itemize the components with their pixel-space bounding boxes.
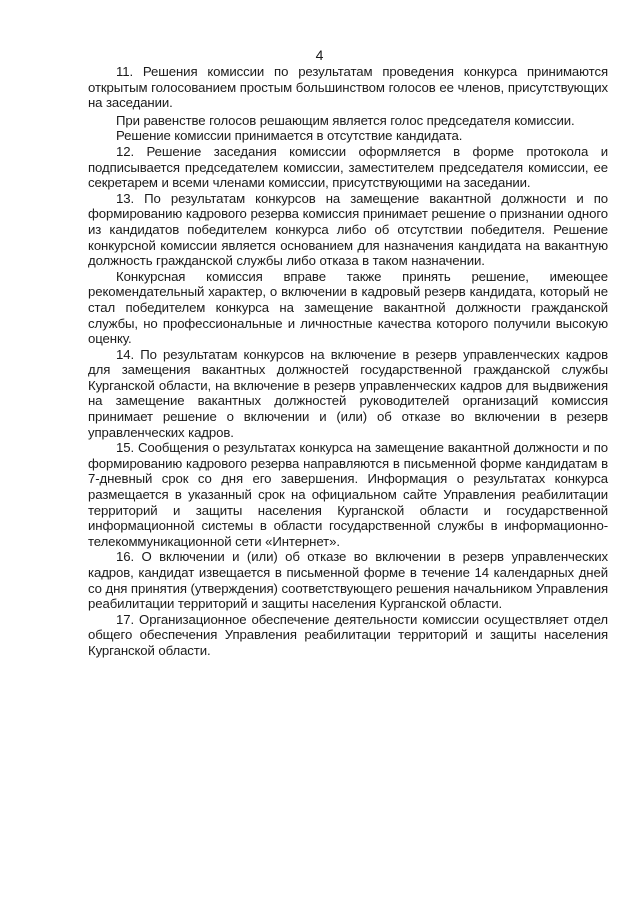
- paragraph-15: 15. Сообщения о результатах конкурса на замещение вакантной должности и по формированию кадрового резерва направляются в письменной форме кандидатам в 7-дневный срок со дня его завершения. Информация о результатах конкурса размещается в указанный срок на официальном сайте Управления реабилитации территорий и защиты населения Курганской области и государственной информационной системы в области государственной службы в информационно-телекоммуникационной сети «Интернет».: [88, 440, 608, 549]
- paragraph-16: 16. О включении и (или) об отказе во включении в резерв управленческих кадров, кандидат извещается в письменной форме в течение 14 календарных дней со дня принятия (утверждения) соответствующего решения начальником Управления реабилитации территорий и защиты населения Курганской области.: [88, 549, 608, 612]
- paragraph-13: 13. По результатам конкурсов на замещение вакантной должности и по формированию кадрового резерва комиссия принимает решение о признании одного из кандидатов победителем конкурса либо об отсутствии победителя. Решение конкурсной комиссии является основанием для назначения кандидата на вакантную должность гражданской службы либо отказа в таком назначении.: [88, 190, 608, 269]
- paragraph-absence: Решение комиссии принимается в отсутствие кандидата.: [116, 128, 463, 144]
- paragraph-12: 12. Решение заседания комиссии оформляется в форме протокола и подписывается председателем комиссии, заместителем председателя комиссии, ее секретарем и всеми членами комиссии, присутствующими на заседании.: [88, 143, 608, 191]
- paragraph-14: 14. По результатам конкурсов на включение в резерв управленческих кадров для замещения вакантных должностей государственной гражданской службы Курганской области, на включение в резерв управленческих кадров для выдвижения на замещение вакантных должностей руководителей организаций комиссия принимает решение о включении и (или) об отказе во включении в резерв управленческих кадров.: [88, 346, 608, 440]
- page-number: 4: [315, 47, 324, 63]
- paragraph-11: 11. Решения комиссии по результатам проведения конкурса принимаются открытым голосованием простым большинством голосов ее членов, присутствующих на заседании.: [88, 64, 608, 111]
- paragraph-tie-vote: При равенстве голосов решающим является голос председателя комиссии.: [116, 112, 575, 128]
- paragraph-17: 17. Организационное обеспечение деятельности комиссии осуществляет отдел общего обеспечения Управления реабилитации территорий и защиты населения Курганской области.: [88, 611, 608, 658]
- paragraph-recommendation: Конкурсная комиссия вправе также принять решение, имеющее рекомендательный характер, о включении в кадровый резерв кандидата, который не стал победителем конкурса на замещение вакантной должности гражданской службы, но профессиональные и личностные качества которого получили высокую оценку.: [88, 268, 608, 347]
- document-body: [88, 64, 608, 659]
